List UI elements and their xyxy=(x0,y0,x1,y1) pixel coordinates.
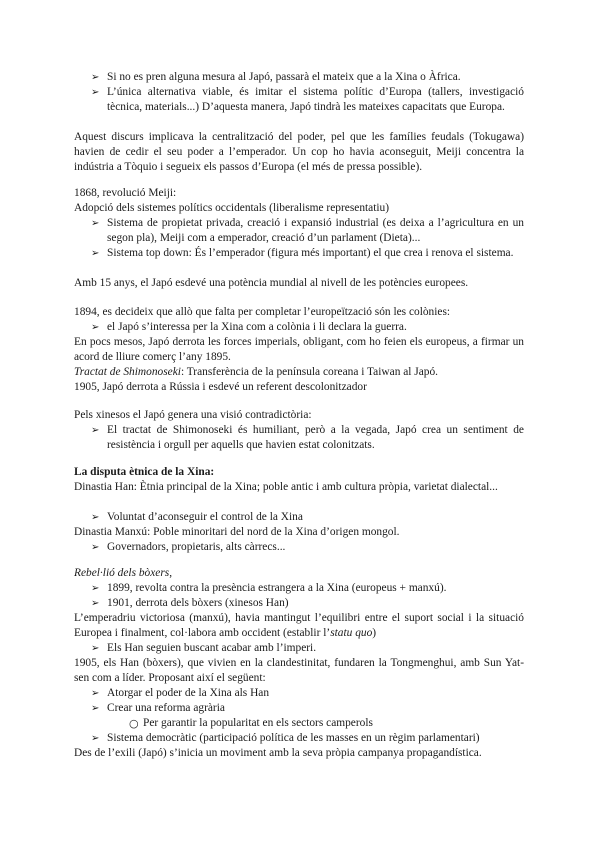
bullet-han-control: Voluntat d’aconseguir el control de la Xina xyxy=(107,511,303,523)
boxer-rebellion-heading xyxy=(74,566,524,581)
bullet-power-to-han: Atorgar el poder de la Xina als Han xyxy=(107,687,270,699)
empress-text: L’emperadriu victoriosa (manxú), havia mantingut l’equilibri entre el suport social i la situació Europea i finalment, col·labora amb occident (establir l’ xyxy=(74,612,524,640)
paragraph-manchu-dynasty: Dinastia Manxú: Poble minoritari del nord de la Xina d’origen mongol. xyxy=(74,526,400,538)
bullet-revolt-1899: 1899, revolta contra la presència estrangera a la Xina (europeus + manxú). xyxy=(107,582,447,594)
arrowhead-bullet-icon: ➢ xyxy=(91,703,100,714)
bullet-defeat-1901: 1901, derrota dels bòxers (xinesos Han) xyxy=(107,597,289,609)
empress-close: ) xyxy=(372,627,377,640)
arrowhead-bullet-icon: ➢ xyxy=(91,688,100,699)
paragraph-exile-movement: Des de l’exili (Japó) s’inicia un moviment amb la seva pròpia campanya propagandística. xyxy=(74,747,482,759)
arrowhead-bullet-icon: ➢ xyxy=(91,218,100,229)
circle-bullet-icon: ○ xyxy=(129,717,139,730)
paragraph-tongmenghui: 1905, els Han (bòxers), que vivien en la clandestinitat, fundaren la Tongmenghui, amb Sun Yat-sen com a líder. Proposant així el següent: xyxy=(74,657,524,685)
paragraph-russia-defeat: 1905, Japó derrota a Rússia i esdevé un referent descolonitzador xyxy=(74,381,367,393)
bullet-humiliating-treaty: El tractat de Shimonoseki és humiliant, però a la vegada, Japó crea un sentiment de resistència i orgull per aquells que havien estat colonitzats. xyxy=(107,424,524,452)
meiji-revolution-heading: 1868, revolució Meiji: xyxy=(74,187,177,199)
paragraph-contradictory-view: Pels xinesos el Japó genera una visió contradictòria: xyxy=(74,409,312,421)
paragraph-world-power: Amb 15 anys, el Japó esdevé una potència mundial al nivell de les potències europees. xyxy=(74,277,469,289)
section-heading-ethnic-dispute: La disputa ètnica de la Xina: xyxy=(74,466,215,478)
arrowhead-bullet-icon: ➢ xyxy=(91,425,100,436)
arrowhead-bullet-icon: ➢ xyxy=(91,87,100,98)
bullet-japan-threat: Si no es pren alguna mesura al Japó, passarà el mateix que a la Xina o Àfrica. xyxy=(107,71,461,83)
sub-bullet-peasant-popularity: Per garantir la popularitat en els sectors camperols xyxy=(143,717,373,729)
arrowhead-bullet-icon: ➢ xyxy=(91,248,100,259)
paragraph-han-dynasty: Dinastia Han: Ètnia principal de la Xina; poble antic i amb cultura pròpia, varietat dialectal... xyxy=(74,481,498,493)
bullet-china-war: el Japó s’interessa per la Xina com a colònia i li declara la guerra. xyxy=(107,321,407,333)
arrowhead-bullet-icon: ➢ xyxy=(91,512,100,523)
arrowhead-bullet-icon: ➢ xyxy=(91,733,100,744)
arrowhead-bullet-icon: ➢ xyxy=(91,583,100,594)
boxer-rebellion-title: Rebel·lió dels bòxers xyxy=(74,567,170,579)
arrowhead-bullet-icon: ➢ xyxy=(91,643,100,654)
shimonoseki-desc: : Transferència de la península coreana i Taiwan al Japó. xyxy=(180,366,439,378)
paragraph-colonies: 1894, es decideix que allò que falta per completar l’europeïtzació són les colònies: xyxy=(74,306,451,318)
bullet-private-property: Sistema de propietat privada, creació i expansió industrial (es deixa a l’agricultura en un segon pla), Meiji com a emperador, creació d’un parlament (Dieta)... xyxy=(107,217,524,245)
bullet-governors: Governadors, propietaris, alts càrrecs... xyxy=(107,541,286,553)
paragraph-free-trade: En pocs mesos, Japó derrota les forces imperials, obligant, com ho feien els europeus, a firmar un acord de lliure comerç l’any 1895. xyxy=(74,336,524,364)
statu-quo-term: statu quo xyxy=(330,627,373,640)
paragraph-centralization: Aquest discurs implicava la centralització del poder, pel que les famílies feudals (Tokugawa) havien de cedir el seu poder a l’emperador. Un cop ho havia aconseguit, Meiji concentra la indústria a Tòquio i segueix els passos d’Europa (el més de pressa possible). xyxy=(74,131,524,174)
paragraph-shimonoseki xyxy=(74,365,524,380)
bullet-top-down: Sistema top down: És l’emperador (figura més important) el que crea i renova el sistema. xyxy=(107,247,514,259)
bullet-han-end-empire: Els Han seguien buscant acabar amb l’imperi. xyxy=(107,642,317,654)
arrowhead-bullet-icon: ➢ xyxy=(91,598,100,609)
bullet-agrarian-reform: Crear una reforma agrària xyxy=(107,702,225,714)
bullet-imitate-europe: L’única alternativa viable, és imitar el sistema polític d’Europa (tallers, investigació tècnica, materials...) D’aquesta manera, Japó tindrà les mateixes capacitats que Europa. xyxy=(107,86,524,114)
paragraph-empress xyxy=(74,611,524,641)
shimonoseki-term: Tractat de Shimonoseki xyxy=(74,366,181,378)
arrowhead-bullet-icon: ➢ xyxy=(91,72,100,83)
boxer-rebellion-comma: , xyxy=(169,567,173,579)
paragraph-western-systems: Adopció dels sistemes polítics occidentals (liberalisme representatiu) xyxy=(74,202,390,214)
arrowhead-bullet-icon: ➢ xyxy=(91,542,100,553)
arrowhead-bullet-icon: ➢ xyxy=(91,322,100,333)
bullet-democratic-system: Sistema democràtic (participació política de les masses en un règim parlamentari) xyxy=(107,732,480,744)
